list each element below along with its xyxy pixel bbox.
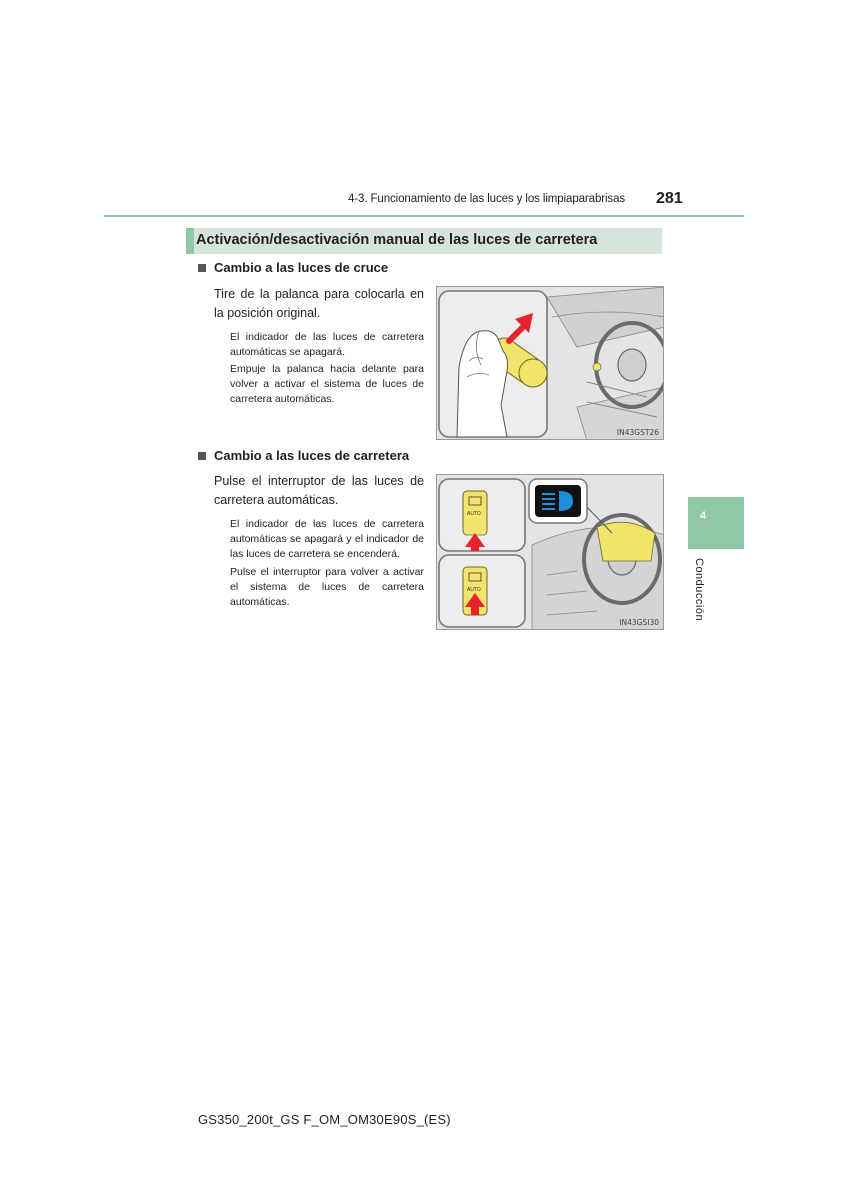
instruction-text: Pulse el interruptor de las luces de carretera automáticas. bbox=[214, 474, 424, 507]
figure-auto-high-beam-switch bbox=[436, 474, 664, 630]
switch-illustration bbox=[437, 475, 664, 630]
figure-code: IN43GST26 bbox=[616, 428, 659, 437]
chapter-number: 4 bbox=[700, 510, 707, 522]
header-rule bbox=[104, 215, 744, 217]
running-header: 4-3. Funcionamiento de las luces y los limpiaparabrisas bbox=[348, 193, 626, 205]
document-code: GS350_200t_GS F_OM_OM30E90S_(ES) bbox=[198, 1112, 451, 1127]
figure-code: IN43GSI30 bbox=[619, 618, 659, 627]
note-text: Empuje la palanca hacia delante para volver a activar el sistema de luces de carretera automáticas. bbox=[230, 363, 424, 405]
bullet-square-icon bbox=[198, 264, 206, 272]
page-number: 281 bbox=[656, 190, 683, 207]
switch-label: AUTO bbox=[467, 587, 481, 593]
instruction-text: Tire de la palanca para colocarla en la posición original. bbox=[214, 287, 424, 320]
bullet-square-icon bbox=[198, 452, 206, 460]
chapter-label: Conducción bbox=[693, 558, 705, 622]
subsection-heading: Cambio a las luces de cruce bbox=[214, 260, 389, 275]
figure-headlight-lever bbox=[436, 286, 664, 440]
subsection-heading: Cambio a las luces de carretera bbox=[214, 448, 410, 463]
note-text: Pulse el interruptor para volver a activar el sistema de luces de carretera automáticas. bbox=[230, 566, 424, 608]
section-title: Activación/desactivación manual de las luces de carretera bbox=[196, 232, 598, 248]
note-text: El indicador de las luces de carretera automáticas se apagará. bbox=[230, 331, 424, 358]
chapter-tab bbox=[688, 497, 744, 549]
lever-illustration bbox=[437, 287, 664, 440]
switch-label: AUTO bbox=[467, 511, 481, 517]
note-text: El indicador de las luces de carretera automáticas se apagará y el indicador de las luces de carretera se encenderá. bbox=[230, 518, 424, 560]
